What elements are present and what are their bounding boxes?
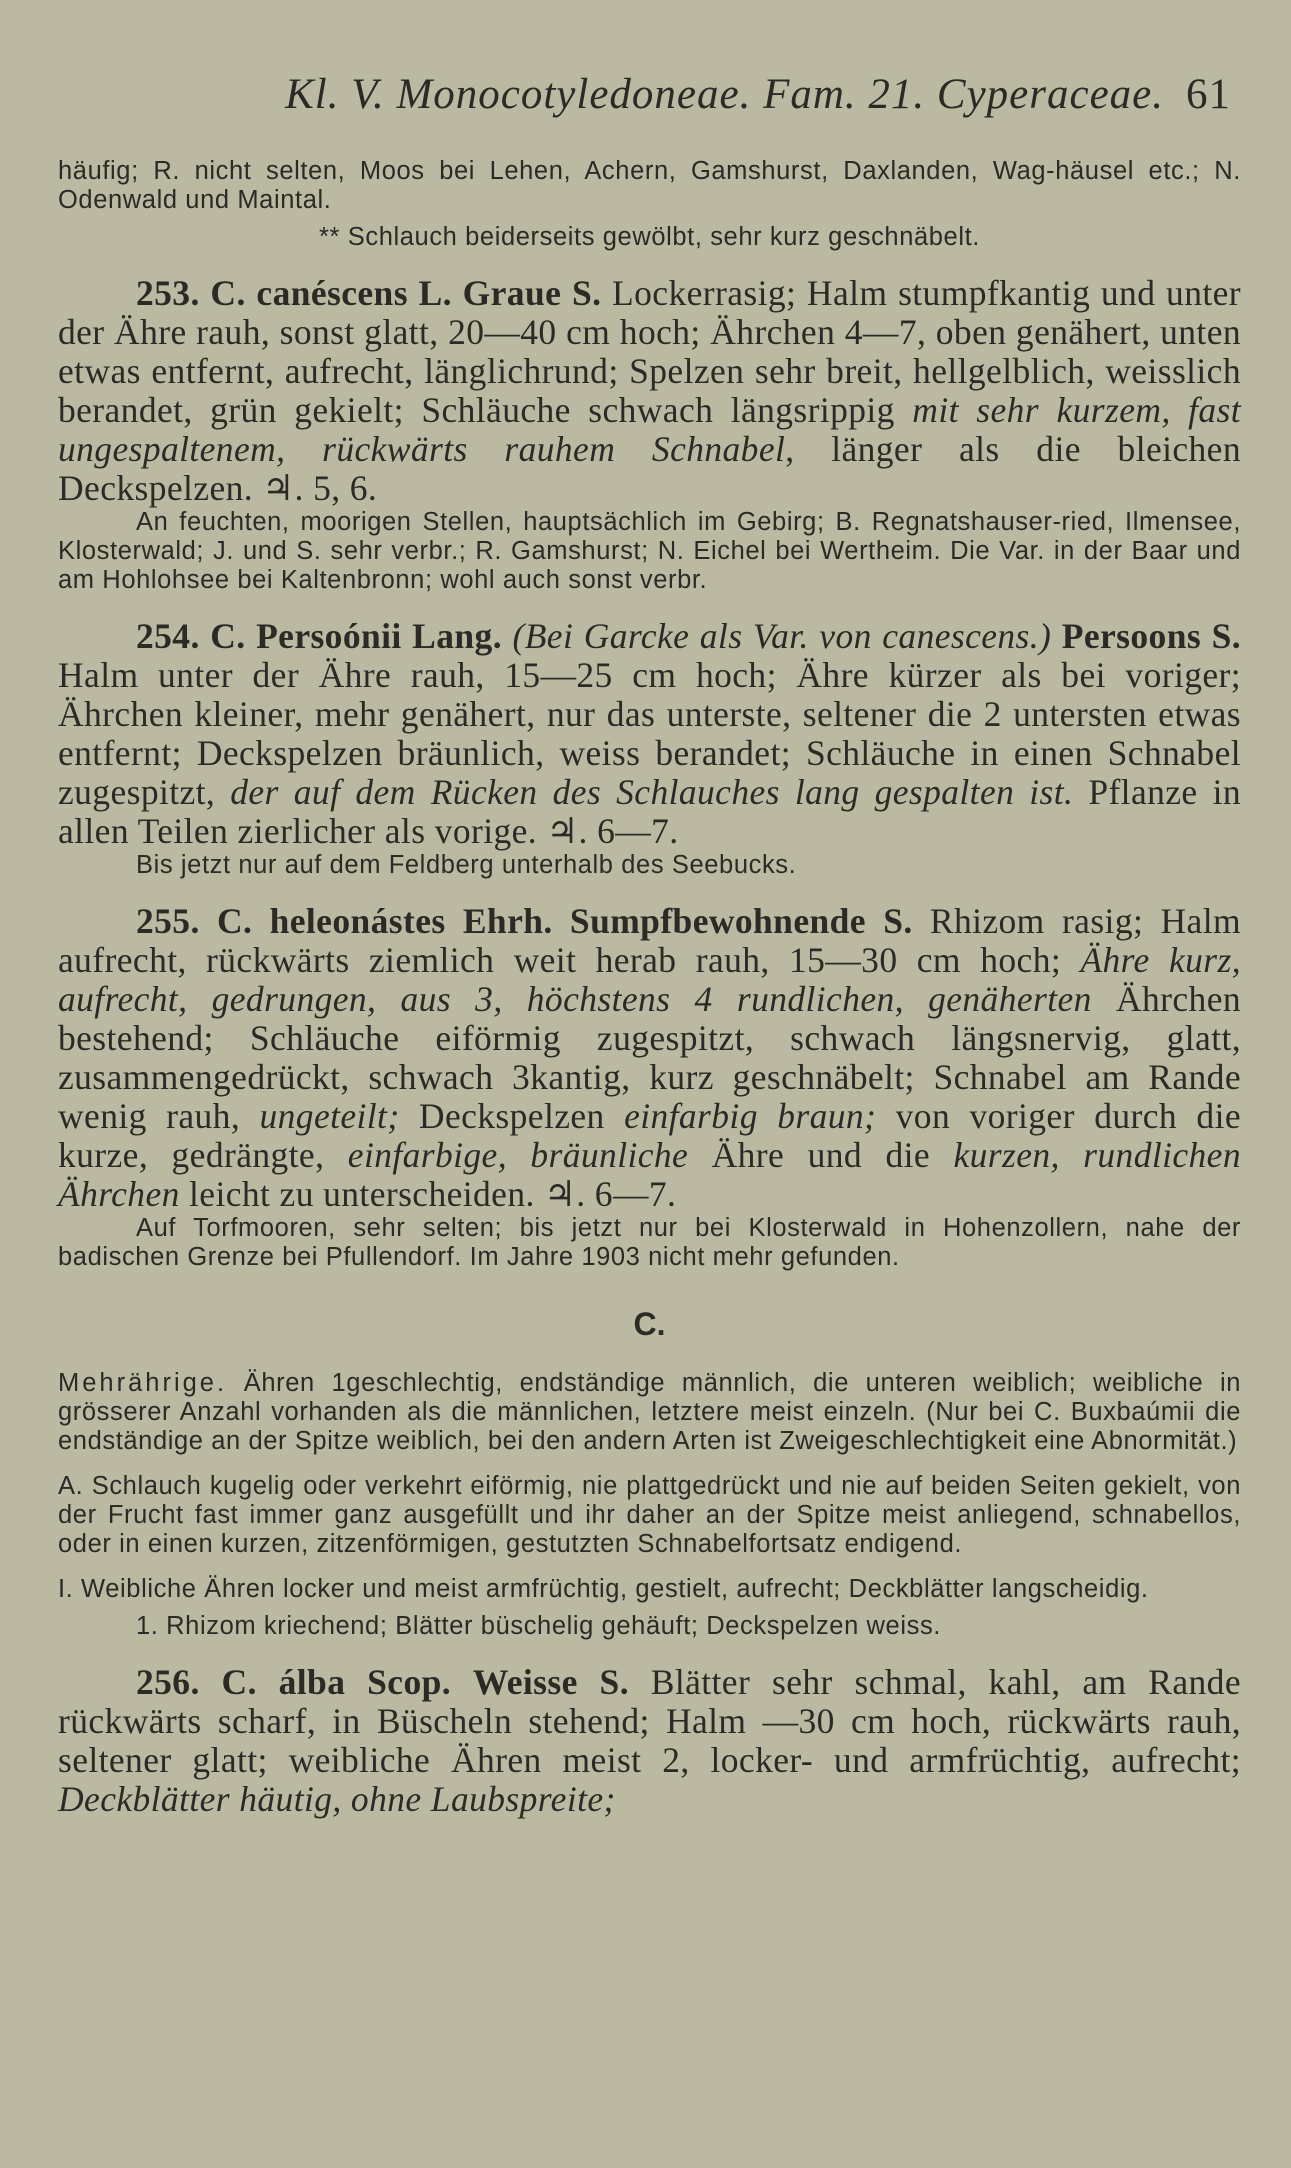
description-italic: mit sehr kurzem, fast ungespaltenem, rückwärts rauhem Schnabel <box>58 390 1241 469</box>
entry-number: 256. <box>136 1662 200 1702</box>
key-item-i: I. Weibliche Ähren locker und meist armfrüchtig, gestielt, aufrecht; Deckblätter langscheidig. <box>58 1575 1149 1603</box>
section-lead: Mehrährige. <box>58 1369 228 1397</box>
description-italic: einfarbig braun; <box>624 1096 877 1136</box>
page-number: 61 <box>1186 71 1231 118</box>
species-name: C. Persoónii Lang. <box>210 616 502 656</box>
description-italic: der auf dem Rücken des Schlauches lang gespalten ist. <box>230 772 1074 812</box>
section-c-description <box>58 1369 1241 1456</box>
running-header <box>58 70 1241 119</box>
species-entry-255 <box>58 902 1241 1214</box>
species-name: C. álba Scop. <box>221 1662 452 1702</box>
key-item-a: A. Schlauch kugelig oder verkehrt eiförmig, nie plattgedrückt und nie auf beiden Seiten gekielt, von der Frucht fast immer ganz ausgefüllt und ihr daher an der Spitze meist anliegend, schnabellos, oder in einen kurzen, zitzenförmigen, gestutzten Schnabelfortsatz endigend. <box>58 1472 1241 1558</box>
description-italic: Deckblätter häutig, ohne Laubspreite; <box>58 1779 616 1819</box>
synonym-note: (Bei Garcke als Var. von canescens.) <box>512 616 1052 656</box>
entry-number: 254. <box>136 616 200 656</box>
description-text: Deckspelzen <box>399 1096 625 1136</box>
species-name: C. canéscens L. <box>210 273 452 313</box>
description-text: von voriger durch die kurze, gedrängte, <box>58 1096 1241 1175</box>
locality-note: Bis jetzt nur auf dem Feldberg unterhalb des Seebucks. <box>136 851 797 879</box>
description-italic: einfarbige, bräunliche <box>347 1135 689 1175</box>
common-name: Persoons S. <box>1061 616 1241 656</box>
description-text: Ähre und die <box>688 1135 954 1175</box>
header-title: Kl. V. Monocotyledoneae. Fam. 21. Cyperaceae. <box>285 71 1164 118</box>
description-italic: ungeteilt; <box>259 1096 400 1136</box>
key-item-1: 1. Rhizom kriechend; Blätter büschelig gehäuft; Deckspelzen weiss. <box>136 1612 941 1640</box>
common-name: Graue S. <box>462 273 602 313</box>
species-entry-253 <box>58 274 1241 508</box>
locality-note: Auf Torfmooren, sehr selten; bis jetzt nur bei Klosterwald in Hohenzollern, nahe der badischen Grenze bei Pfullendorf. Im Jahre 1903 nicht mehr gefunden. <box>58 1214 1241 1271</box>
entry-number: 253. <box>136 273 200 313</box>
description-text: Blätter sehr schmal, kahl, am Rande rückwärts scharf, in Büscheln stehend; Halm —30 cm hoch, rückwärts rauh, seltener glatt; weibliche Ähren meist 2, locker- und armfrüchtig, aufrecht; <box>58 1662 1241 1780</box>
description-text: Ährchen bestehend; Schläuche eiförmig zugespitzt, schwach längsnervig, glatt, zusammengedrückt, schwach 3kantig, kurz geschnäbelt; Schnabel am Rande wenig rauh, <box>58 979 1241 1136</box>
intro-continuation: häufig; R. nicht selten, Moos bei Lehen, Achern, Gamshurst, Daxlanden, Wag-häusel etc.; N. Odenwald und Maintal. <box>58 157 1241 214</box>
description-text: Lockerrasig; Halm stumpfkantig und unter der Ähre rauh, sonst glatt, 20—40 cm hoch; Ährchen 4—7, oben genähert, unten etwas entfernt, aufrecht, länglichrund; Spelzen sehr breit, hellgelblich, weisslich berandet, grün gekielt; Schläuche schwach längsrippig <box>58 273 1241 430</box>
description-text: , länger als die bleichen Deckspelzen. ♃. 5, 6. <box>58 429 1241 508</box>
description-text: Halm unter der Ähre rauh, 15—25 cm hoch; Ähre kürzer als bei voriger; Ährchen kleiner, mehr genähert, nur das unterste, seltener die 2 untersten etwas entfernt; Deckspelzen bräunlich, weiss berandet; Schläuche in einen Schnabel zugespitzt, <box>58 655 1241 812</box>
species-entry-254 <box>58 617 1241 851</box>
species-name: C. heleonástes Ehrh. <box>217 901 553 941</box>
section-text: Ähren 1geschlechtig, endständige männlich, die unteren weiblich; weibliche in grösserer Anzahl vorhanden als die männlichen, letztere meist einzeln. (Nur bei C. Buxbaúmii die endständige an der Spitze weiblich, bei den andern Arten ist Zweigeschlechtigkeit eine Abnormität.) <box>58 1369 1241 1455</box>
subsection-heading: ** Schlauch beiderseits gewölbt, sehr kurz geschnäbelt. <box>319 223 980 251</box>
description-text: leicht zu unterscheiden. ♃. 6—7. <box>179 1174 677 1214</box>
species-entry-256 <box>58 1663 1241 1819</box>
description-italic: kurzen, rundlichen Ährchen <box>58 1135 1241 1214</box>
entry-number: 255. <box>136 901 200 941</box>
description-italic: Ähre kurz, aufrecht, gedrungen, aus 3, höchstens 4 rundlichen, genäherten <box>58 940 1241 1019</box>
description-text: Pflanze in allen Teilen zierlicher als vorige. ♃. 6—7. <box>58 772 1241 851</box>
locality-note: An feuchten, moorigen Stellen, hauptsächlich im Gebirg; B. Regnatshauser-ried, Ilmensee, Klosterwald; J. und S. sehr verbr.; R. Gamshurst; N. Eichel bei Wertheim. Die Var. in der Baar und am Hohlohsee bei Kaltenbronn; wohl auch sonst verbr. <box>58 508 1241 594</box>
description-text: Rhizom rasig; Halm aufrecht, rückwärts ziemlich weit herab rauh, 15—30 cm hoch; <box>58 901 1241 980</box>
section-heading-c: C. <box>633 1306 666 1342</box>
common-name: Sumpfbewohnende S. <box>569 901 913 941</box>
common-name: Weisse S. <box>472 1662 629 1702</box>
